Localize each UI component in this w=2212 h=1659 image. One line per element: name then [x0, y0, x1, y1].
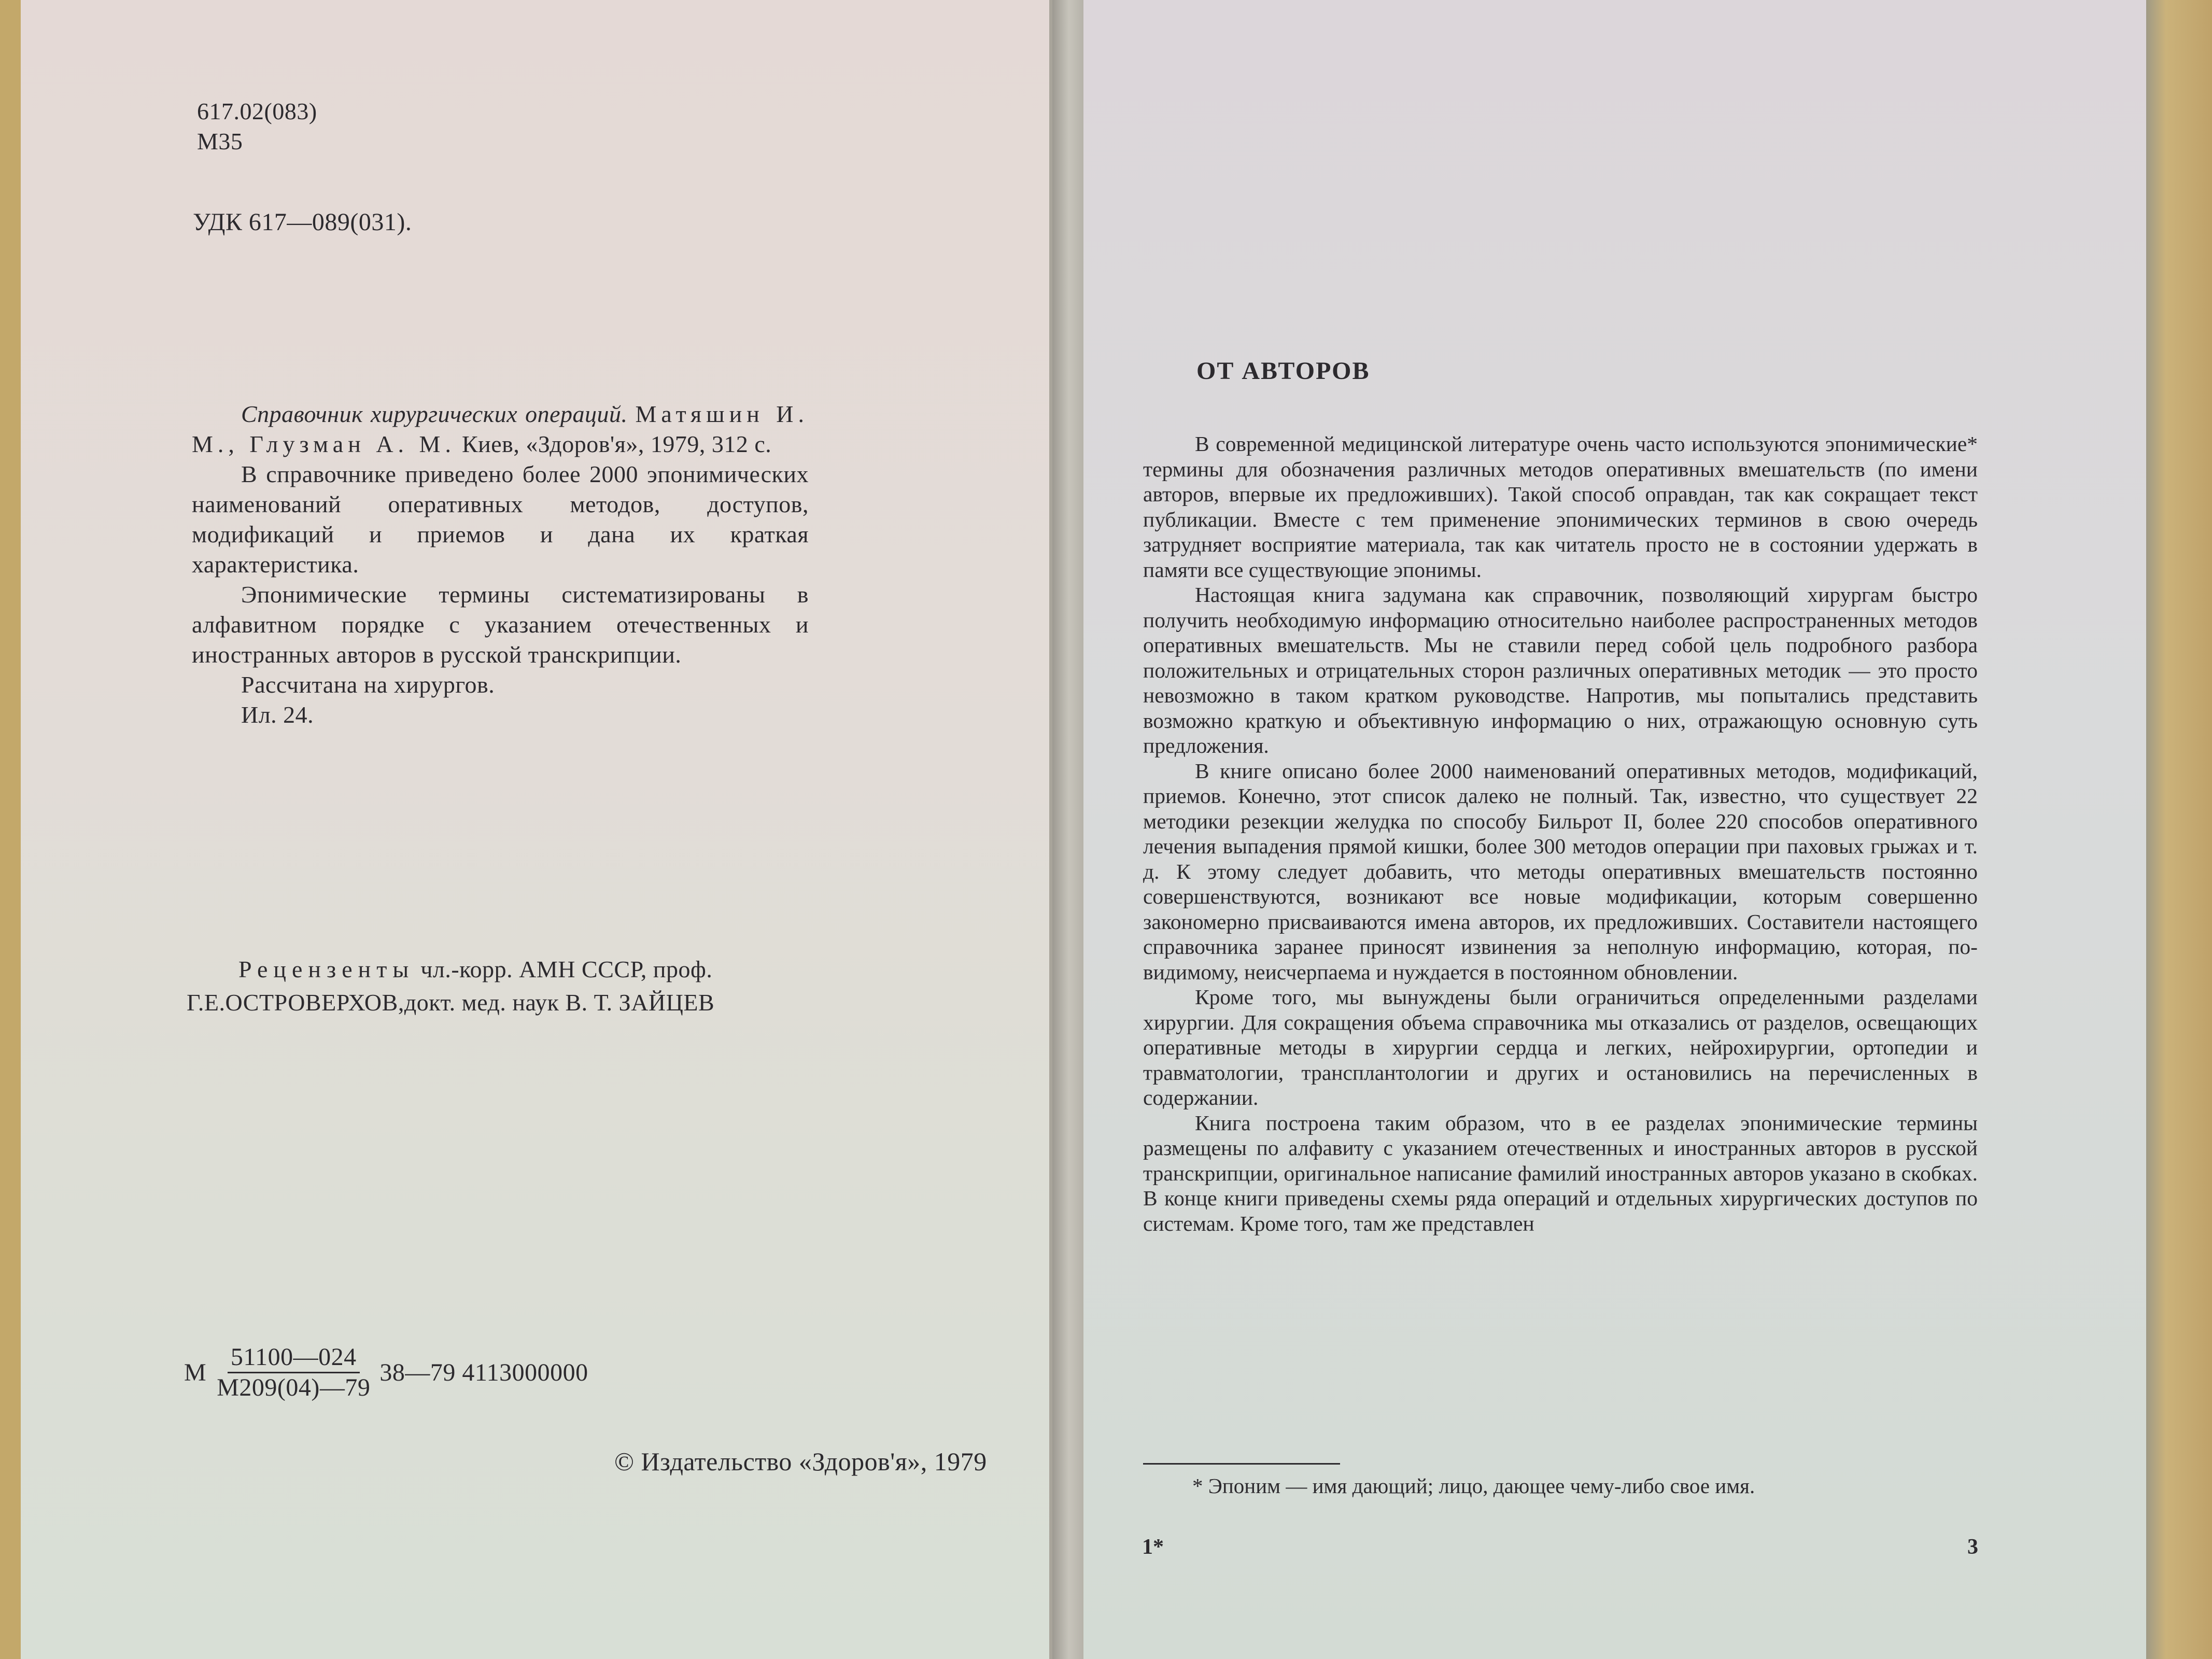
reviewers-label: Рецензенты	[238, 956, 415, 982]
udk-code: УДК 617—089(031).	[193, 208, 412, 236]
preface-text	[1143, 431, 1978, 1236]
preface-paragraph: Настоящая книга задумана как справочник, позволяющий хирургам быстро получить необходимую информацию относительно наиболее распространенных методов оперативных вмешательств. Мы не ставили перед собой цель подробного разбора положительных и отрицательных сторон различных оперативных методик — это просто невозможно в таком кратком руководстве. Напротив, мы попытались представить возможно краткую и объективную информацию о них, отражающую основную суть предложения.	[1143, 583, 1978, 757]
bbk-code: 617.02(083)	[197, 98, 317, 124]
annotation-paragraph: Эпонимические термины систематизированы в алфавитном порядке с указанием отечественных и иностранных авторов в русской транскрипции.	[192, 581, 809, 668]
reviewers-line-2: Г.Е.ОСТРОВЕРХОВ,докт. мед. наук В. Т. ЗАЙЦЕВ	[187, 989, 715, 1016]
reviewers-line-1	[187, 953, 819, 986]
annotation-paragraph: Ил. 24.	[241, 701, 314, 728]
preface-paragraph: Книга построена таким образом, что в ее разделах эпонимические термины размещены по алфавиту с указанием отечественных и иностранных авторов в русской транскрипции, оригинальное написание фамилий иностранных авторов указано в скобках. В конце книги приведены схемы ряда операций и отдельных хирургических доступов по системам. Кроме того, там же представлен	[1143, 1110, 1978, 1235]
book-title: Справочник хирургических операций.	[241, 401, 628, 427]
book-cover-right-edge	[2146, 0, 2212, 1659]
author-mark: М35	[197, 128, 243, 154]
footnote: * Эпоним — имя дающий; лицо, дающее чему-либо свое имя.	[1192, 1474, 1755, 1498]
annotation	[192, 399, 809, 730]
imprint-numerator: 51100—024	[228, 1343, 360, 1373]
imprint-code	[184, 1343, 588, 1402]
copyright: © Издательство «Здоров'я», 1979	[614, 1447, 987, 1476]
annotation-paragraph: Рассчитана на хирургов.	[241, 671, 495, 698]
preface-paragraph: В современной медицинской литературе очень часто используются эпонимические* термины для обозначения различных методов оперативных вмешательств (по имени авторов, впервые их предложивших). Такой способ оправдан, так как сокращает текст публикации. Вместе с тем применение эпонимических терминов в свою очередь затрудняет восприятие материала, так как читатель просто не в состоянии удержать в памяти все существующие эпонимы.	[1143, 432, 1978, 582]
book-authors: Матяшин И. М., Глузман А. М.	[192, 401, 809, 457]
bibliographic-entry	[192, 399, 809, 459]
footnote-divider	[1143, 1463, 1340, 1465]
annotation-paragraph: В справочнике приведено более 2000 эпонимических наименований оперативных методов, доступов, модификаций и приемов и дана их краткая характеристика.	[192, 461, 809, 578]
imprint-rest: 38—79 4113000000	[379, 1358, 588, 1386]
classification-codes	[197, 96, 317, 157]
imprint-denominator: М209(04)—79	[217, 1374, 371, 1401]
imprint-fraction	[214, 1343, 373, 1402]
reviewers	[187, 953, 819, 1019]
preface-paragraph: Кроме того, мы вынуждены были ограничиться определенными разделами хирургии. Для сокращения объема справочника мы отказались от разделов, освещающих оперативные методы в хирургии сердца и легких, нейрохирургии, ортопедии и травматологии, трансплантологии и других и остановились на перечисленных в содержании.	[1143, 985, 1978, 1109]
imprint-letter: М	[184, 1358, 207, 1386]
section-heading: ОТ АВТОРОВ	[1196, 357, 1370, 385]
publisher-info: Киев, «Здоров'я», 1979, 312 с.	[461, 431, 772, 457]
reviewer-title: чл.-корр. АМН СССР, проф.	[420, 956, 713, 982]
left-page	[21, 0, 1052, 1659]
page-number: 3	[1967, 1535, 1978, 1559]
preface-paragraph: В книге описано более 2000 наименований оперативных методов, модификаций, приемов. Конечно, этот список далеко не полный. Так, известно, что существует 22 методики резекции желудка по способу Бильрот II, более 220 способов оперативного лечения выпадения прямой кишки, более 300 методов операции при паховых грыжах и т. д. К этому следует добавить, что методы оперативных вмешательств постоянно совершенствуются, возникают все новые модификации, которым совершенно закономерно присваиваются имена авторов, их предложивших. Составители настоящего справочника заранее приносят извинения за неполную информацию, которая, по-видимому, неисчерпаема и нуждается в постоянном обновлении.	[1143, 758, 1978, 984]
signature-mark: 1*	[1142, 1535, 1164, 1559]
